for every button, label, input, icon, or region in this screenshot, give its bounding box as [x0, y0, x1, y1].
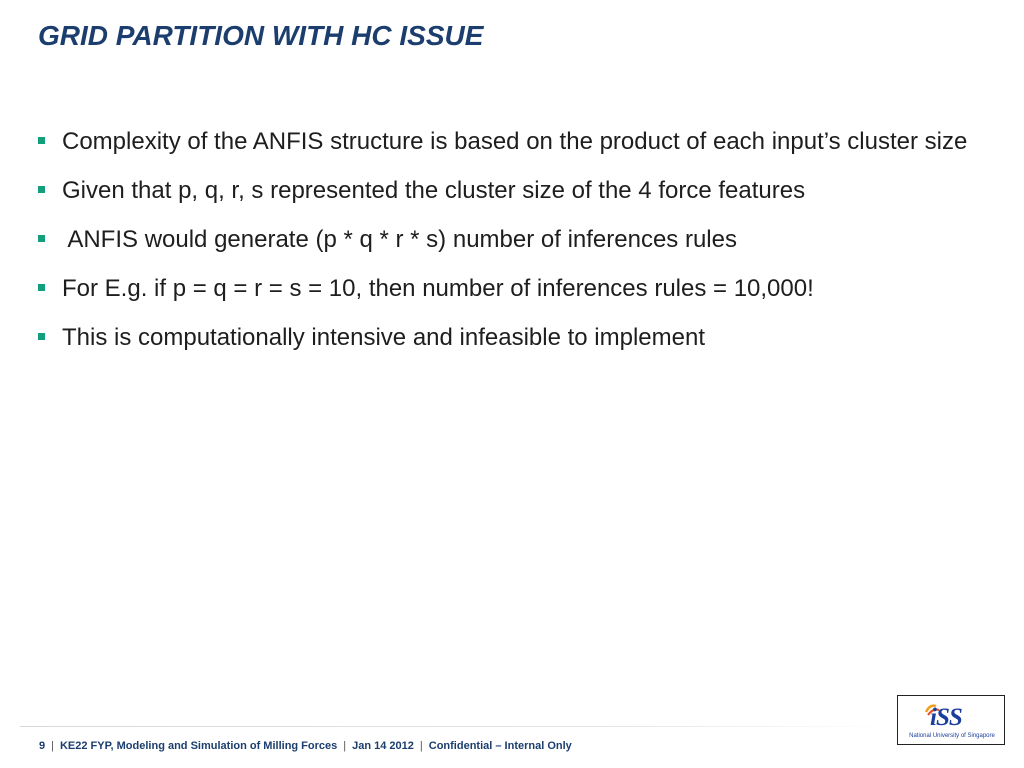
square-bullet-icon: [38, 333, 45, 340]
bullet-text: ANFIS would generate (p * q * r * s) number of inferences rules: [62, 226, 737, 253]
bullet-text: Complexity of the ANFIS structure is based on the product of each input’s cluster size: [62, 128, 968, 155]
square-bullet-icon: [38, 284, 45, 291]
bullet-text: Given that p, q, r, s represented the cluster size of the 4 force features: [62, 177, 806, 204]
footer-separator: |: [51, 740, 54, 752]
bullet-text: For E.g. if p = q = r = s = 10, then number of inferences rules = 10,000!: [62, 275, 814, 302]
footer-separator: |: [419, 740, 423, 752]
square-bullet-icon: [38, 137, 45, 144]
bullet-item: [38, 125, 998, 158]
iss-logo: [897, 695, 1005, 745]
square-bullet-icon: [38, 235, 45, 242]
slide-footer: [39, 740, 572, 752]
bullet-list: [38, 125, 998, 370]
square-bullet-icon: [38, 186, 45, 193]
slide-title: GRID PARTITION WITH HC ISSUE: [38, 20, 484, 51]
bullet-item: [38, 321, 998, 354]
footer-course: KE22 FYP, Modeling and Simulation of Milling Forces: [59, 740, 338, 752]
bullet-item: [38, 272, 998, 305]
logo-subtitle: National University of Singapore: [909, 733, 995, 739]
footer-date: Jan 14 2012: [352, 740, 414, 752]
bullet-item: [38, 223, 998, 256]
footer-confidentiality: Confidential – Internal Only: [428, 740, 572, 752]
logo-text: iSS: [930, 704, 962, 731]
footer-divider: [20, 726, 890, 727]
page-number: 9: [39, 740, 46, 752]
bullet-item: [38, 174, 998, 207]
footer-separator: |: [343, 740, 347, 752]
bullet-text: This is computationally intensive and infeasible to implement: [62, 324, 705, 351]
